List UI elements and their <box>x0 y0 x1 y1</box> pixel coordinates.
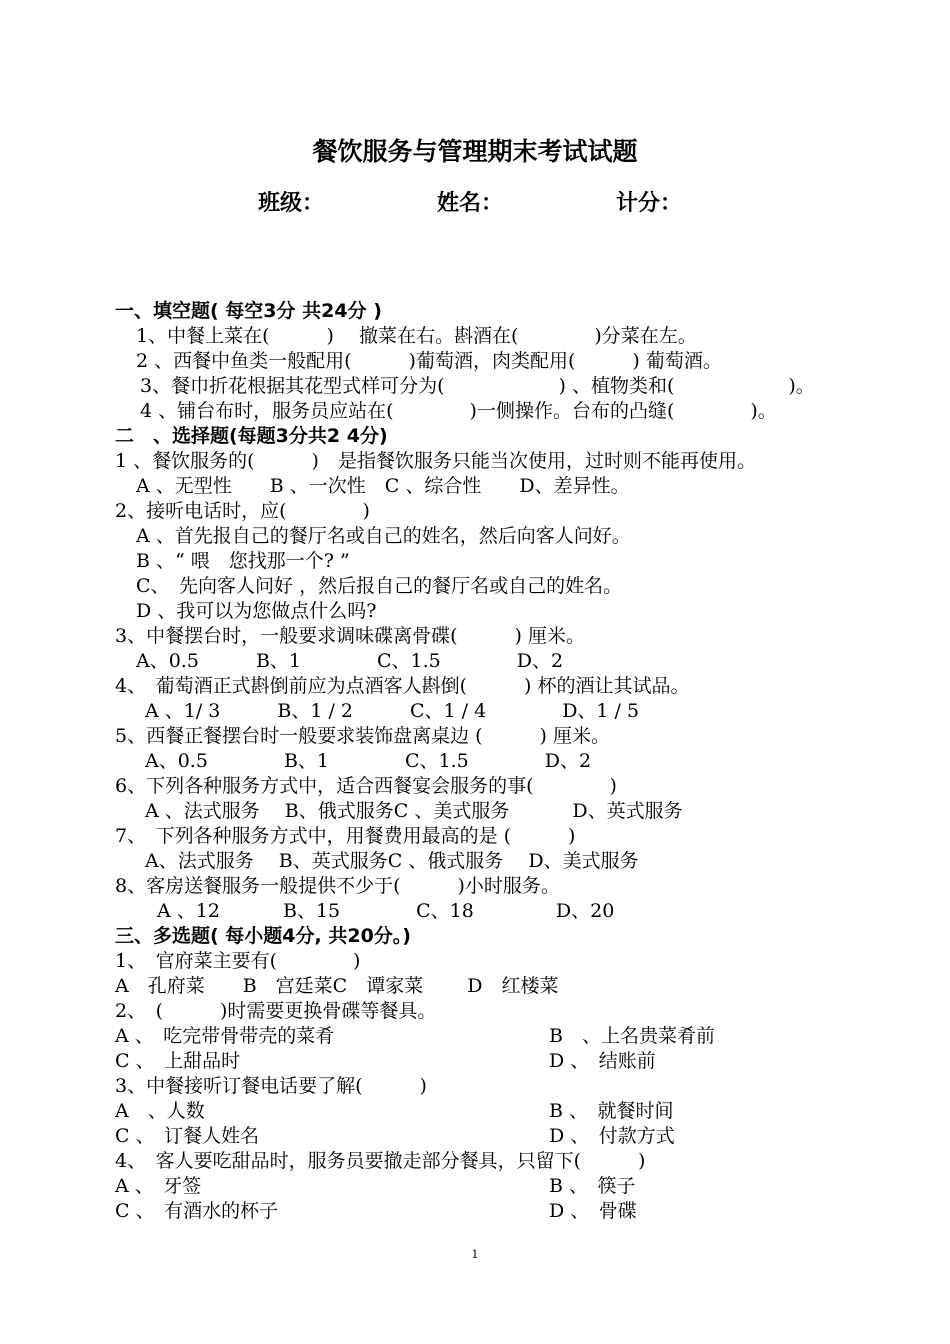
single-choice-question: 7、 下列各种服务方式中，用餐费用最高的是 ( ) <box>115 825 576 847</box>
multi-choice-option: D 、 结账前 <box>549 1050 656 1072</box>
multi-choice-question: 2、 ( )时需要更换骨碟等餐具。 <box>115 1000 437 1022</box>
single-choice-options: A、0.5 B、1 C、1.5 D、2 <box>136 650 564 672</box>
multi-choice-option: B 、 筷子 <box>549 1175 636 1197</box>
fill-blank-question: 3、餐巾折花根据其花型式样可分为( ) 、植物类和( )。 <box>140 375 815 397</box>
multi-choice-question: 4、 客人要吃甜品时，服务员要撤走部分餐具，只留下( ) <box>115 1150 646 1172</box>
name-label: 姓名： <box>437 191 504 216</box>
multi-choice-option: C 、 上甜品时 <box>115 1050 241 1072</box>
section-single-choice-heading: 二 、选择题(每题3分共2 4分) <box>115 425 388 447</box>
multi-choice-question: 3、中餐接听订餐电话要了解( ) <box>115 1075 427 1097</box>
single-choice-options: A 、1/ 3 B、1 / 2 C、1 / 4 D、1 / 5 <box>145 700 640 722</box>
single-choice-option: C、 先向客人问好 ，然后报自己的餐厅名或自己的姓名。 <box>136 575 623 597</box>
fill-blank-question: 2 、西餐中鱼类一般配用( )葡萄酒，肉类配用( ) 葡萄酒。 <box>136 350 722 372</box>
single-choice-question: 5、西餐正餐摆台时一般要求装饰盘离桌边 ( ) 厘米。 <box>115 725 610 747</box>
single-choice-option: D 、我可以为您做点什么吗? <box>136 600 377 622</box>
multi-choice-option: C 、 订餐人姓名 <box>115 1125 260 1147</box>
single-choice-question: 1 、餐饮服务的( ) 是指餐饮服务只能当次使用，过时则不能再使用。 <box>115 450 756 472</box>
single-choice-question: 8、客房送餐服务一般提供不少于( )小时服务。 <box>115 875 560 897</box>
exam-title: 餐饮服务与管理期末考试试题 <box>312 137 638 166</box>
section-multi-choice-heading: 三、多选题( 每小题4分, 共20分。) <box>115 925 411 947</box>
multi-choice-question: 1、 官府菜主要有( ) <box>115 950 361 972</box>
multi-choice-option: B 、 就餐时间 <box>549 1100 674 1122</box>
single-choice-question: 6、下列各种服务方式中，适合西餐宴会服务的事( ) <box>115 775 617 797</box>
page-number: 1 <box>471 1248 479 1261</box>
single-choice-option: B 、“ 喂 您找那一个? ” <box>136 550 350 572</box>
multi-choice-option: A 、 吃完带骨带壳的菜肴 <box>115 1025 335 1047</box>
class-label: 班级： <box>258 191 325 216</box>
single-choice-options: A、法式服务 B、英式服务C 、俄式服务 D、美式服务 <box>145 850 639 872</box>
section-fill-blank-heading: 一、填空题( 每空3分 共24分 ) <box>115 300 382 322</box>
multi-choice-options: A 孔府菜 B 宫廷菜C 谭家菜 D 红楼菜 <box>115 975 559 997</box>
multi-choice-option: C 、 有酒水的杯子 <box>115 1200 279 1222</box>
fill-blank-question: 1、中餐上菜在( ) 撤菜在右。斟酒在( )分菜在左。 <box>136 325 697 347</box>
single-choice-question: 2、接听电话时，应( ) <box>115 500 370 522</box>
multi-choice-option: D 、 骨碟 <box>549 1200 637 1222</box>
single-choice-options: A 、法式服务 B、俄式服务C 、美式服务 D、英式服务 <box>145 800 683 822</box>
fill-blank-question: 4 、铺台布时，服务员应站在( )一侧操作。台布的凸缝( )。 <box>140 400 777 422</box>
single-choice-question: 4、 葡萄酒正式斟倒前应为点酒客人斟倒( ) 杯的酒让其试品。 <box>115 675 690 697</box>
single-choice-question: 3、中餐摆台时，一般要求调味碟离骨碟( ) 厘米。 <box>115 625 585 647</box>
multi-choice-option: B 、上名贵菜肴前 <box>549 1025 715 1047</box>
single-choice-options: A 、无型性 B 、一次性 C 、综合性 D、差异性。 <box>136 475 630 497</box>
multi-choice-option: A 、 牙签 <box>115 1175 202 1197</box>
single-choice-options: A 、12 B、15 C、18 D、20 <box>157 900 615 922</box>
multi-choice-option: A 、人数 <box>115 1100 205 1122</box>
multi-choice-option: D 、 付款方式 <box>549 1125 675 1147</box>
score-label: 计分： <box>616 191 683 216</box>
single-choice-option: A 、首先报自己的餐厅名或自己的姓名，然后向客人问好。 <box>136 525 631 547</box>
single-choice-options: A、0.5 B、1 C、1.5 D、2 <box>145 750 592 772</box>
